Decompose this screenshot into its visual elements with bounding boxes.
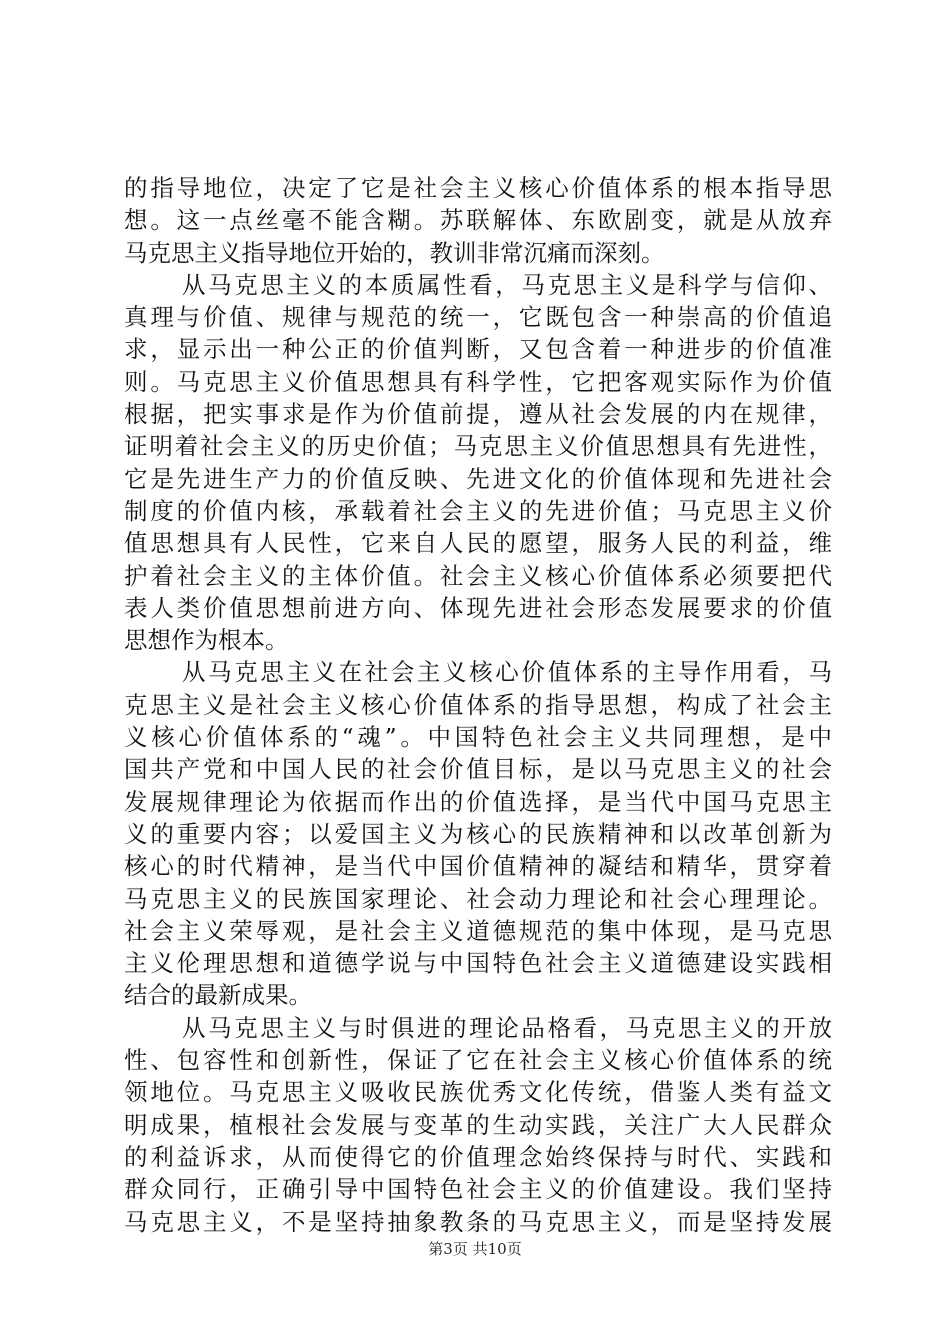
text-line: 社会主义荣辱观，是社会主义道德规范的集中体现，是马克思 [124, 916, 832, 945]
text-line: 核心的时代精神，是当代中国价值精神的凝结和精华，贯穿着 [124, 852, 832, 881]
text-line: 国共产党和中国人民的社会价值目标，是以马克思主义的社会 [124, 755, 832, 784]
text-line: 主义伦理思想和道德学说与中国特色社会主义道德建设实践相 [124, 949, 832, 978]
text-line: 马克思主义，不是坚持抽象教条的马克思主义，而是坚持发展 [124, 1207, 832, 1236]
text-line: 制度的价值内核，承载着社会主义的先进价值；马克思主义价 [124, 496, 832, 525]
text-line: 结合的最新成果。 [124, 981, 312, 1010]
text-line: 的指导地位，决定了它是社会主义核心价值体系的根本指导思 [124, 174, 832, 202]
text-line: 思想作为根本。 [124, 626, 289, 655]
text-line: 从马克思主义的本质属性看，马克思主义是科学与信仰、 [182, 270, 832, 299]
text-line: 群众同行，正确引导中国特色社会主义的价值建设。我们坚持 [124, 1175, 832, 1204]
text-line: 想。这一点丝毫不能含糊。苏联解体、东欧剧变，就是从放弃 [124, 206, 832, 235]
text-line: 从马克思主义在社会主义核心价值体系的主导作用看，马 [182, 658, 832, 687]
text-line: 性、包容性和创新性，保证了它在社会主义核心价值体系的统 [124, 1046, 832, 1075]
text-line: 马克思主义的民族国家理论、社会动力理论和社会心理理论。 [124, 884, 832, 913]
text-line: 的利益诉求，从而使得它的价值理念始终保持与时代、实践和 [124, 1142, 832, 1171]
text-line: 克思主义是社会主义核心价值体系的指导思想，构成了社会主 [124, 690, 832, 719]
page-footer: 第3页 共10页 [428, 1240, 522, 1258]
text-line: 义的重要内容；以爱国主义为核心的民族精神和以改革创新为 [124, 819, 832, 848]
text-line: 求，显示出一种公正的价值判断，又包含着一种进步的价值准 [124, 335, 832, 364]
body-text [124, 172, 832, 1238]
text-line: 领地位。马克思主义吸收民族优秀文化传统，借鉴人类有益文 [124, 1078, 832, 1107]
text-line: 发展规律理论为依据而作出的价值选择，是当代中国马克思主 [124, 787, 832, 816]
text-line: 表人类价值思想前进方向、体现先进社会形态发展要求的价值 [124, 593, 832, 622]
text-line: 它是先进生产力的价值反映、先进文化的价值体现和先进社会 [124, 464, 832, 493]
text-line: 证明着社会主义的历史价值；马克思主义价值思想具有先进性， [124, 432, 832, 461]
text-line: 值思想具有人民性，它来自人民的愿望，服务人民的利益，维 [124, 529, 832, 558]
text-line: 义核心价值体系的“魂”。中国特色社会主义共同理想，是中 [124, 723, 832, 752]
text-line: 明成果，植根社会发展与变革的生动实践，关注广大人民群众 [124, 1110, 832, 1139]
text-line: 根据，把实事求是作为价值前提，遵从社会发展的内在规律， [124, 400, 832, 429]
text-line: 马克思主义指导地位开始的，教训非常沉痛而深刻。 [124, 238, 665, 267]
text-line: 护着社会主义的主体价值。社会主义核心价值体系必须要把代 [124, 561, 832, 590]
text-line: 从马克思主义与时俱进的理论品格看，马克思主义的开放 [182, 1013, 832, 1042]
text-line: 则。马克思主义价值思想具有科学性，它把客观实际作为价值 [124, 367, 832, 396]
text-line: 真理与价值、规律与规范的统一，它既包含一种崇高的价值追 [124, 303, 832, 332]
